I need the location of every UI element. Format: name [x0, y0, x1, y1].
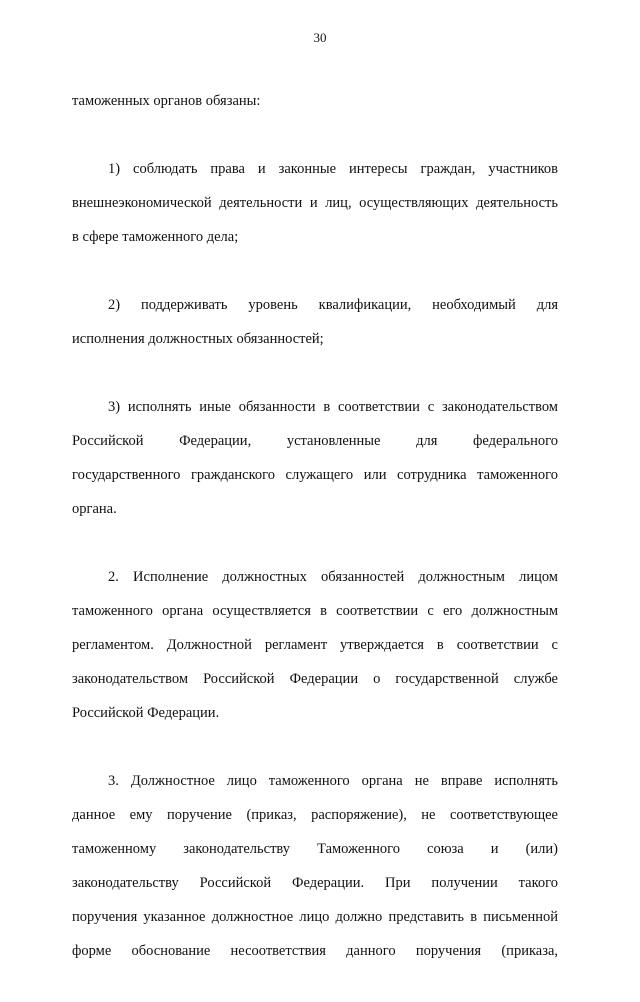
- text-line: исполнения должностных обязанностей;: [72, 331, 324, 347]
- text-line: регламентом. Должностной регламент утверждается в соответствии с: [72, 637, 558, 653]
- text-line: законодательству Российской Федерации. При получении такого: [72, 875, 558, 891]
- paragraph: [72, 560, 558, 730]
- text-line: таможенных органов обязаны:: [72, 93, 261, 109]
- text-line: данное ему поручение (приказ, распоряжение), не соответствующее: [72, 807, 558, 823]
- text-line: таможенного органа осуществляется в соответствии с его должностным: [72, 603, 558, 619]
- text-line: поручения указанное должностное лицо должно представить в письменной: [72, 909, 558, 925]
- text-line: 3. Должностное лицо таможенного органа не вправе исполнять: [108, 773, 558, 789]
- paragraph: [72, 288, 558, 356]
- text-line: государственного гражданского служащего или сотрудника таможенного: [72, 467, 558, 483]
- paragraph: [72, 152, 558, 254]
- text-line: форме обоснование несоответствия данного поручения (приказа,: [72, 943, 558, 959]
- text-line: Российской Федерации, установленные для федерального: [72, 433, 558, 449]
- text-line: органа.: [72, 501, 117, 517]
- text-line: внешнеэкономической деятельности и лиц, осуществляющих деятельность: [72, 195, 558, 211]
- page-number: 30: [313, 30, 327, 45]
- text-line: 2. Исполнение должностных обязанностей должностным лицом: [108, 569, 558, 585]
- document-body: [72, 84, 558, 1002]
- text-line: 1) соблюдать права и законные интересы граждан, участников: [108, 161, 558, 177]
- text-line: в сфере таможенного дела;: [72, 229, 239, 245]
- text-line: 3) исполнять иные обязанности в соответствии с законодательством: [108, 399, 558, 415]
- paragraph: [72, 390, 558, 526]
- text-line: 2) поддерживать уровень квалификации, необходимый для: [108, 297, 558, 313]
- paragraph: [72, 84, 558, 118]
- text-line: законодательством Российской Федерации о государственной службе: [72, 671, 558, 687]
- text-line: Российской Федерации.: [72, 705, 220, 721]
- text-line: таможенному законодательству Таможенного союза и (или): [72, 841, 558, 857]
- paragraph: [72, 764, 558, 968]
